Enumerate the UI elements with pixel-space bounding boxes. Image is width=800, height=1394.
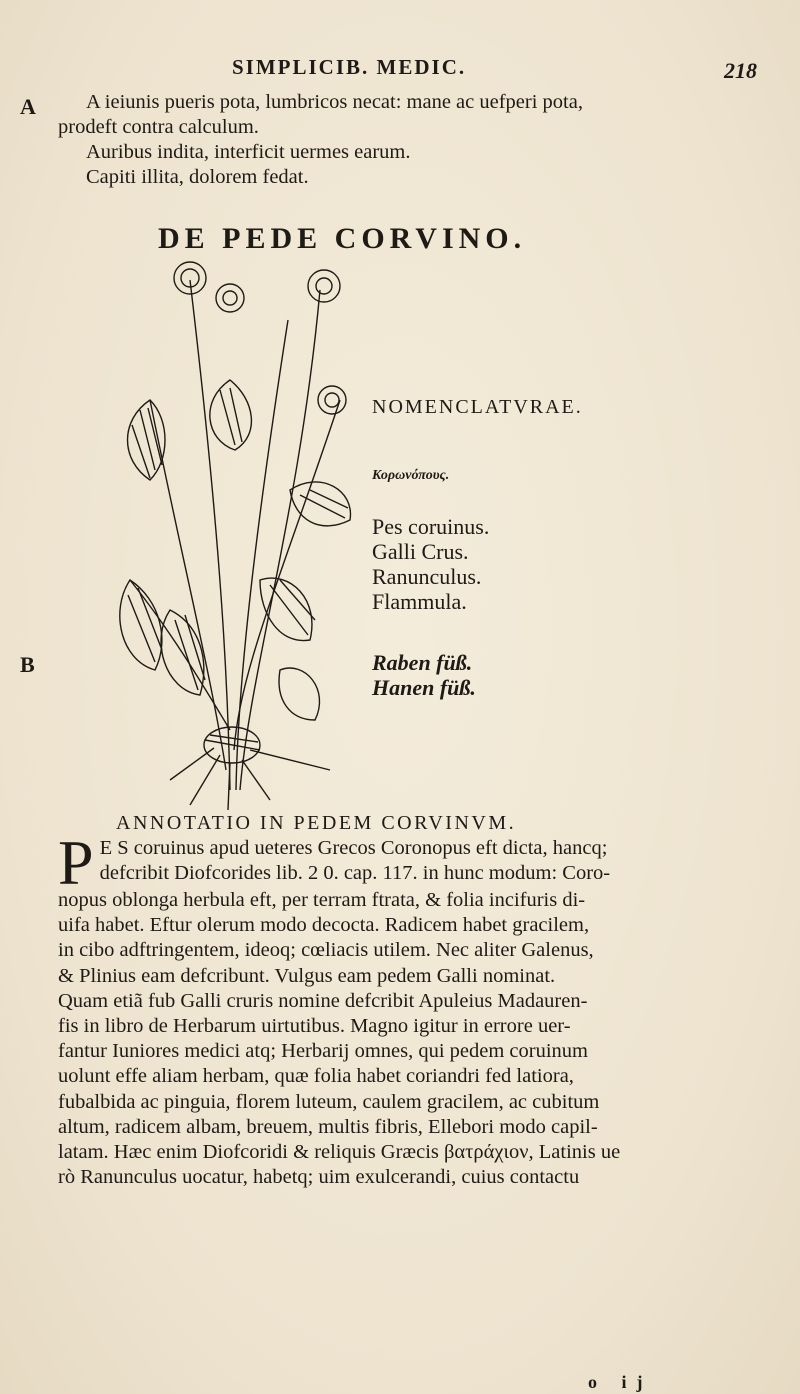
chapter-title: DE PEDE CORVINO. — [158, 222, 527, 255]
text-line: latam. Hæc enim Diofcoridi & reliquis Græcis βατράχιον, Latinis ue — [58, 1141, 621, 1164]
text-line: E S coruinus apud ueteres Grecos Coronopus eft dicta, hancq; — [99, 837, 608, 859]
signature-mark: o ij — [588, 1372, 653, 1392]
running-head: SIMPLICIB. MEDIC. — [232, 55, 467, 79]
text-line: fubalbida ac pinguia, florem luteum, caulem gracilem, ac cubitum — [58, 1090, 600, 1113]
nomenclature-heading: NOMENCLATVRAE. — [372, 396, 583, 418]
text-line: rò Ranunculus uocatur, habetq; uim exulcerandi, cuius contactu — [58, 1166, 580, 1189]
text-line: Capiti illita, dolorem fedat. — [86, 166, 309, 188]
plant-woodcut-illustration — [110, 250, 365, 810]
text-line: uolunt effe aliam herbam, quæ folia habet coriandri fed latiora, — [58, 1065, 574, 1088]
page-number: 218 — [724, 58, 757, 83]
text-line: in cibo adftringentem, ideoq; cœliacis utilem. Nec aliter Galenus, — [58, 939, 594, 962]
latin-name: Pes coruinus. — [372, 514, 490, 539]
top-text-block — [58, 90, 708, 190]
greek-name: Κορωνόπους. — [372, 468, 450, 483]
annotation-heading: ANNOTATIO IN PEDEM CORVINVM. — [116, 812, 517, 834]
text-line: fantur Iuniores medici atq; Herbarij omnes, qui pedem coruinum — [58, 1040, 588, 1063]
text-line: prodeft contra calculum. — [58, 116, 259, 138]
text-line: & Plinius eam defcribunt. Vulgus eam pedem Galli nominat. — [58, 964, 556, 987]
latin-names-list — [372, 514, 489, 614]
text-line: Auribus indita, interficit uermes earum. — [86, 141, 411, 163]
latin-name: Ranunculus. — [372, 564, 482, 589]
german-name: Hanen füß. — [372, 675, 476, 700]
text-line: Quam etiã fub Galli cruris nomine defcribit Apuleius Madauren- — [58, 989, 588, 1012]
annotation-body — [58, 827, 708, 1190]
text-line: defcribit Diofcorides lib. 2 0. cap. 117. in hunc modum: Coro- — [99, 862, 611, 885]
latin-name: Galli Crus. — [372, 539, 469, 564]
text-line: A ieiunis pueris pota, lumbricos necat: mane ac uefperi pota, — [86, 91, 583, 113]
german-name: Raben füß. — [372, 650, 473, 675]
german-names-list — [372, 650, 476, 700]
text-line: fis in libro de Herbarum uirtutibus. Magno igitur in errore uer- — [58, 1015, 571, 1038]
margin-letter-b: B — [20, 652, 35, 677]
text-line: uifa habet. Eftur olerum modo decocta. Radicem habet gracilem, — [58, 914, 590, 937]
latin-name: Flammula. — [372, 589, 467, 614]
text-line: altum, radicem albam, breuem, multis fibris, Ellebori modo capil- — [58, 1115, 598, 1138]
drop-cap: P — [58, 827, 94, 898]
text-line: nopus oblonga herbula eft, per terram ftrata, & folia incifuris di- — [58, 889, 586, 911]
margin-letter-a: A — [20, 94, 36, 119]
